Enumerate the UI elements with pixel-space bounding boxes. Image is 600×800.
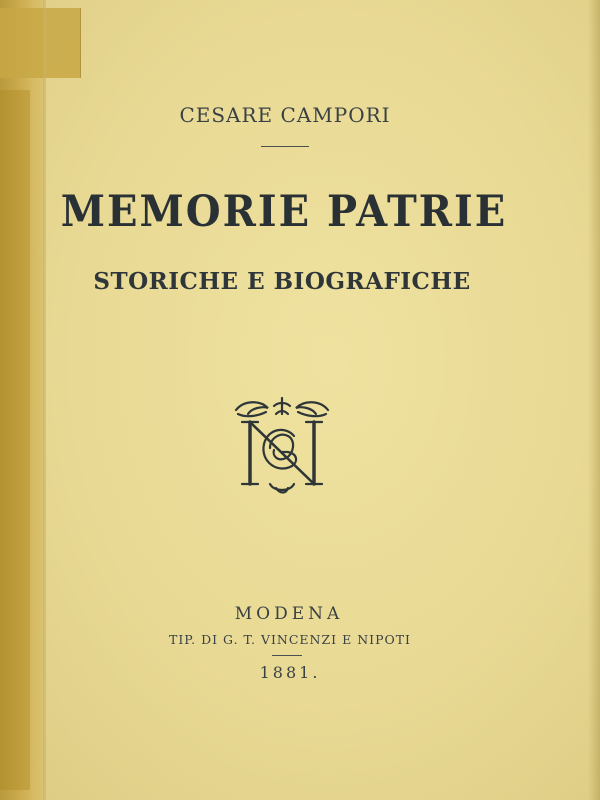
author-name: CESARE CAMPORI bbox=[179, 103, 391, 127]
page-edge bbox=[588, 0, 600, 800]
book-subtitle: STORICHE E BIOGRAFICHE bbox=[93, 268, 471, 295]
publication-year: 1881. bbox=[259, 663, 321, 682]
spine-edge bbox=[43, 0, 46, 800]
monogram-ornament-icon bbox=[230, 392, 334, 496]
divider-rule-small bbox=[272, 655, 302, 656]
printer-name: TIP. DI G. T. VINCENZI E NIPOTI bbox=[169, 632, 411, 647]
book-title: MEMORIE PATRIE bbox=[60, 186, 508, 237]
spine-patch bbox=[0, 8, 81, 78]
publication-place: MODENA bbox=[234, 604, 344, 624]
divider-rule bbox=[261, 146, 309, 147]
spine-shadow bbox=[0, 90, 30, 790]
